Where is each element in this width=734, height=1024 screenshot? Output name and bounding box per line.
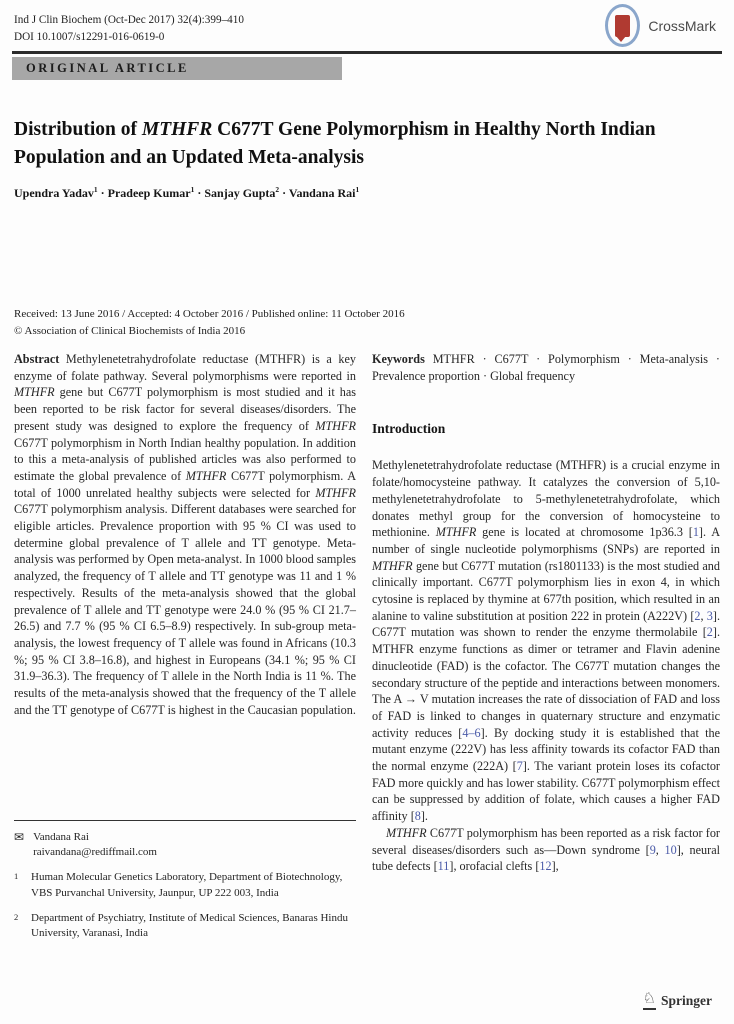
text-run: 1: [355, 185, 360, 194]
text-run: MTHFR: [141, 119, 213, 140]
text-run: C677T polymorphism. A total of 1000 unrelated healthy subjects were selected for: [14, 468, 356, 500]
copyright-line: © Association of Clinical Biochemists of India 2016: [14, 324, 246, 337]
text-run: Upendra Yadav: [14, 186, 94, 200]
reference-link[interactable]: 8: [414, 809, 421, 824]
text-run: ]. C677T mutation was shown to render the enzyme thermolabile [: [372, 608, 720, 640]
affiliation-2-text: Department of Psychiatry, Institute of Medical Sciences, Banaras Hindu University, Varanasi, India: [31, 911, 348, 939]
crossmark-label: CrossMark: [648, 17, 716, 34]
author-list: [14, 186, 674, 201]
text-run: Keywords: [372, 352, 425, 366]
article-title: [14, 116, 674, 173]
publication-dates: [14, 306, 405, 339]
text-run: C677T polymorphism has been reported as a risk factor for several diseases/disorders such as—Down syndrome [: [372, 825, 720, 857]
reference-link[interactable]: 3: [706, 608, 713, 623]
abstract-paragraph: [14, 351, 356, 718]
text-run: 2: [275, 185, 280, 194]
text-run: Methylenetetrahydrofolate reductase (MTHFR) is a key enzyme of folate pathway. Several polymorphisms were reported in: [14, 352, 356, 383]
affiliation-2-number: 2: [14, 911, 19, 922]
header-divider: [12, 51, 722, 54]
reference-link[interactable]: 9: [649, 842, 656, 857]
left-column: [14, 351, 356, 718]
journal-header: [14, 12, 244, 46]
springer-horse-icon: ♘: [643, 992, 656, 1010]
introduction-paragraph-2: [372, 825, 720, 875]
affiliation-2: [14, 911, 356, 941]
text-run: 1: [93, 185, 98, 194]
text-run: ]. MTHFR enzyme functions as dimer or tetramer and Flavin adenine dinucleotide (FAD) is the cofactor. The C677T mutation changes the secondary structure of the peptide and interactions between monomers. The A → V mutation increases the rate of dissociation of FAD and loss of FAD is linked to changes in quaternary structure and enzymatic activity reduces [: [372, 625, 720, 740]
reference-link[interactable]: 2: [706, 625, 713, 640]
footnote-divider: [14, 820, 356, 821]
text-run: gene is located at chromosome 1p36.3 [: [476, 525, 693, 540]
doi-line: DOI 10.1007/s12291-016-0619-0: [14, 30, 165, 43]
text-run: · Vandana Rai: [279, 186, 356, 200]
reference-link[interactable]: 12: [539, 859, 552, 874]
journal-citation: Ind J Clin Biochem (Oct-Dec 2017) 32(4):399–410: [14, 14, 244, 26]
affiliation-1: [14, 870, 356, 900]
affiliation-1-text: Human Molecular Genetics Laboratory, Department of Biotechnology, VBS Purvanchal University, Jaunpur, UP 222 003, India: [31, 871, 343, 899]
crossmark-icon: [605, 4, 640, 47]
email-link[interactable]: raivandana@rediffmail.com: [33, 846, 157, 859]
footnote-block: [14, 820, 356, 941]
text-run: ]. By docking study it is established that the mutant enzyme (222V) has less affinity towards its cofactor FAD than the normal enzyme (222A) [: [372, 725, 720, 774]
received-accepted-line: Received: 13 June 2016 / Accepted: 4 October 2016 / Published online: 11 October 2016: [14, 308, 405, 320]
text-run: MTHFR: [435, 525, 477, 540]
text-run: · Sanjay Gupta: [194, 186, 276, 200]
text-run: ].: [420, 809, 428, 824]
text-run: MTHFR: [315, 418, 356, 433]
text-run: MTHFR: [315, 485, 356, 500]
springer-label: Springer: [660, 993, 712, 1009]
text-run: gene but C677T mutation (rs1801133) is the most studied and clinically important. C677T polymorphism lies in exon 4, in which cytosine is replaced by thymine at 677th position, which resulted in an alanine to valine substitution at position 222 in protein (A222V) [: [372, 558, 720, 623]
text-run: ,: [700, 608, 707, 623]
text-run: 1: [190, 185, 195, 194]
springer-logo: [643, 992, 712, 1010]
text-run: MTHFR: [185, 468, 227, 483]
reference-link[interactable]: 11: [437, 859, 450, 874]
corresponding-author-name: Vandana Rai: [33, 831, 89, 843]
affiliation-1-number: 1: [14, 871, 19, 882]
introduction-heading: Introduction: [372, 421, 446, 437]
text-run: · Pradeep Kumar: [97, 186, 191, 200]
text-run: MTHFR · C677T · Polymorphism · Meta-analysis · Prevalence proportion · Global frequency: [372, 352, 720, 383]
text-run: ], neural tube defects [: [372, 842, 721, 874]
keywords-paragraph: [372, 351, 720, 384]
reference-link[interactable]: 7: [516, 759, 523, 774]
right-column: [372, 351, 720, 875]
article-type-banner: ORIGINAL ARTICLE: [12, 57, 342, 80]
corresponding-author-details: [33, 830, 157, 860]
text-run: MTHFR: [14, 385, 55, 400]
corresponding-author: [14, 830, 356, 860]
text-run: C677T polymorphism in North Indian healthy population. In addition to this a meta-analysis of published articles was also performed to estimate the global prevalence of: [14, 435, 356, 483]
text-run: Distribution of: [14, 119, 142, 140]
text-run: ]. The variant protein loses its cofactor FAD more quickly and has lower stability. C677T polymorphism effect can be suppressed by addition of folate, which causes a higher FAD affinity [: [372, 759, 720, 824]
text-run: C677T Gene Polymorphism in Healthy North Indian Population and an Updated Meta-analysis: [14, 119, 656, 169]
text-run: Abstract: [14, 352, 60, 366]
reference-link[interactable]: 4–6: [462, 725, 481, 740]
text-run: ]. A number of single nucleotide polymorphisms (SNPs) are reported in: [372, 525, 720, 556]
text-run: ], orofacial clefts [: [449, 859, 540, 874]
text-run: MTHFR: [386, 825, 427, 840]
reference-link[interactable]: 10: [664, 842, 677, 857]
reference-link[interactable]: 2: [694, 608, 701, 623]
envelope-icon: ✉: [14, 830, 25, 844]
crossmark-badge[interactable]: [605, 4, 716, 47]
text-run: ,: [655, 842, 665, 857]
reference-link[interactable]: 1: [692, 525, 699, 540]
text-run: gene but C677T polymorphism is most studied and it has been reported to be risk factor for several diseases/disorders. The present study was designed to explore the frequency of: [14, 385, 356, 433]
text-run: C677T polymorphism analysis. Different databases were searched for eligible articles. Prevalence proportion with 95 % CI was used to determine global prevalence of T allele and TT genotype. Meta-analysis was performed by Open meta-analyst. In 1000 blood samples analyzed, the frequency of T allele and TT genotype was 11 and 1 % respectively. Results of the meta-analysis showed that the global prevalence of T allele and TT genotype were 24.0 % (95 % CI 21.7–26.5) and 7.7 % (95 % CI 6.5–8.9) respectively. In sub-group meta-analysis, the lowest frequency of T allele was found in Africans (10.3 %; 95 % CI 3.8–16.8), and highest in Europeans (34.1 %; 95 % CI 31.9–36.3). The frequency of T allele in the North India is 11 %. The results of the meta-analysis showed that the frequency of the T allele and the TT genotype of C677T is highest in the Caucasian population.: [14, 502, 356, 717]
text-run: MTHFR: [372, 558, 413, 573]
text-run: ],: [551, 859, 559, 874]
introduction-paragraph-1: [372, 457, 720, 824]
text-run: Methylenetetrahydrofolate reductase (MTHFR) is a crucial enzyme in folate/homocysteine pathway. It catalyzes the conversion of 5,10-methylenetetrahydrofolate to 5-methylenetetrahydrofolate, which donates methyl group for the conversion of homocysteine to methionine.: [372, 458, 720, 540]
